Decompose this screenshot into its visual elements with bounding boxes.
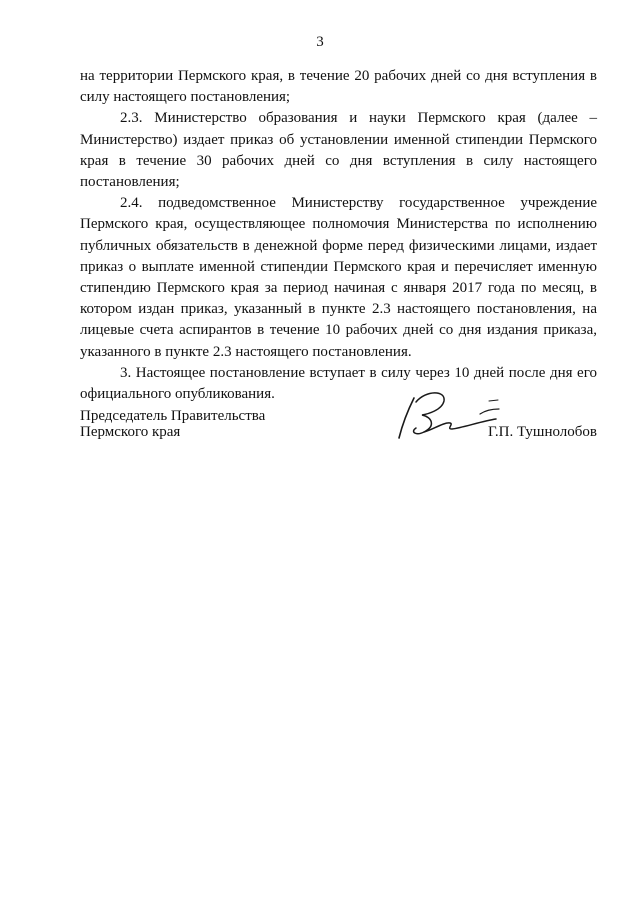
paragraph-2-3: 2.3. Министерство образования и науки Пермского края (далее – Министерство) издает приказ об установлении именной стипендии Пермского края в течение 30 рабочих дней со дня вступления в силу настоящего постановления;	[80, 110, 597, 191]
signature-block	[80, 404, 597, 464]
page-number: 3	[316, 34, 324, 50]
handwritten-signature	[392, 388, 504, 450]
document-body	[80, 66, 597, 405]
paragraph-continuation: на территории Пермского края, в течение 20 рабочих дней со дня вступления в силу настоящего постановления;	[80, 68, 597, 106]
signatory-title-line-2: Пермского края	[80, 424, 181, 440]
paragraph-2-4: 2.4. подведомственное Министерству государственное учреждение Пермского края, осуществляющее полномочия Министерства по исполнению публичных обязательств в денежной форме перед физическими лицами, издает приказ о выплате именной стипендии Пермского края и перечисляет именную стипендию Пермского края за период начиная с января 2017 года по месяц, в котором издан приказ, указанный в пункте 2.3 настоящего постановления, на лицевые счета аспирантов в течение 10 рабочих дней со дня издания приказа, указанного в пункте 2.3 настоящего постановления.	[80, 195, 597, 360]
paragraph-3: 3. Настоящее постановление вступает в силу через 10 дней после дня его официального опубликования.	[80, 364, 597, 403]
signatory-title-line-1: Председатель Правительства	[80, 408, 266, 424]
signatory-title	[80, 408, 265, 440]
signatory-name: Г.П. Тушнолобов	[487, 424, 597, 440]
